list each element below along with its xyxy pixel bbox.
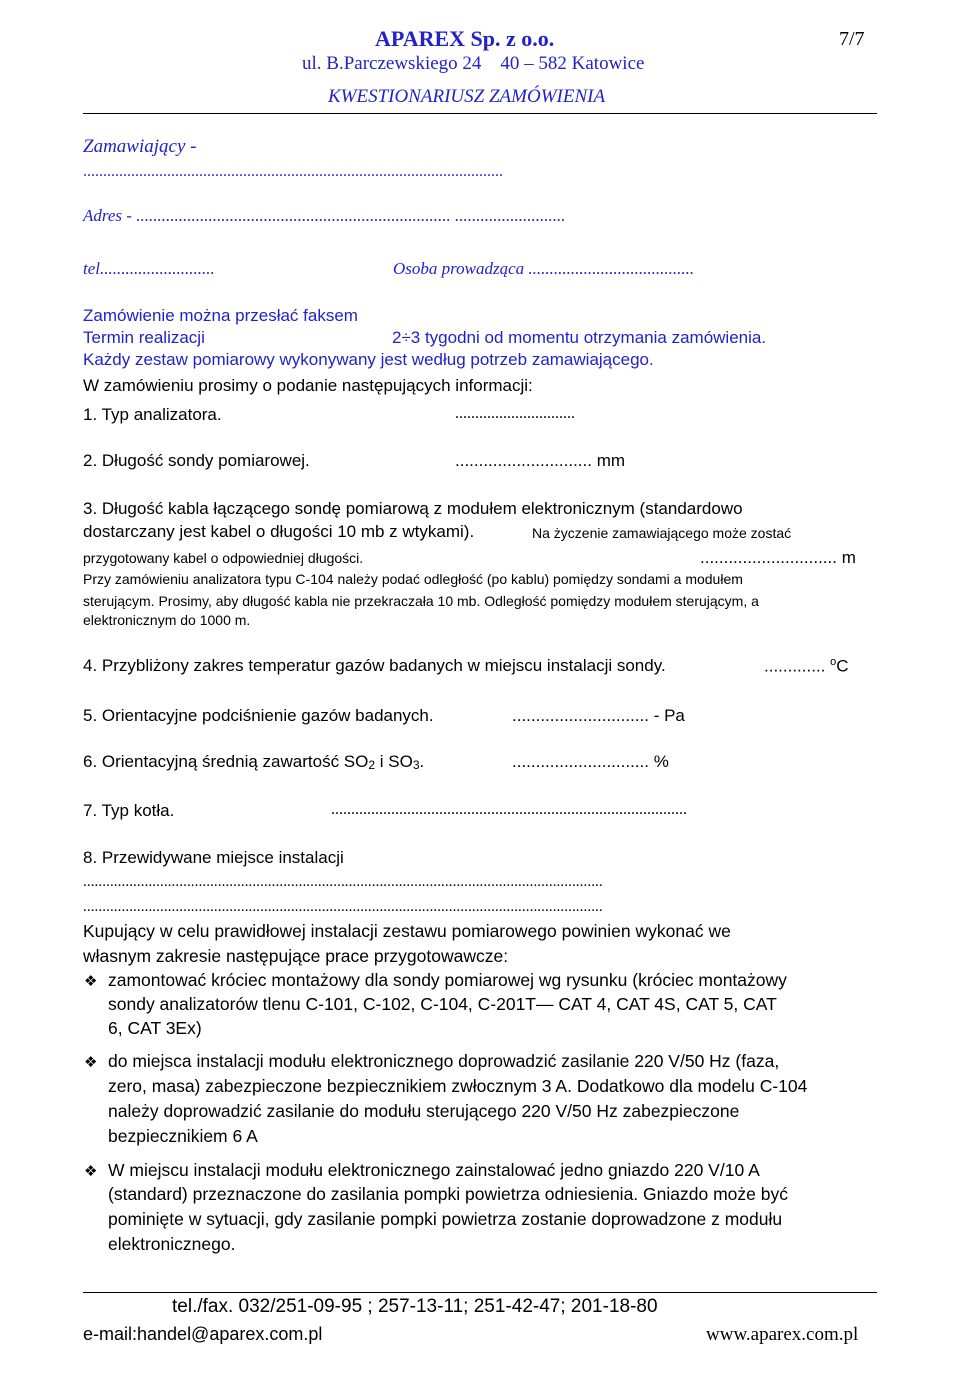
custom-note: Każdy zestaw pomiarowy wykonywany jest według potrzeb zamawiającego. [83, 350, 654, 369]
footer-phones: tel./fax. 032/251-09-95 ; 257-13-11; 251-42-47; 201-18-80 [172, 1296, 658, 1317]
item-4-degree: o [830, 656, 837, 668]
footer-website[interactable]: www.aparex.com.pl [706, 1324, 859, 1345]
bullet-1-line-2: sondy analizatorów tlenu C-101, C-102, C-104, C-201T— CAT 4, CAT 4S, CAT 5, CAT [108, 994, 777, 1014]
bullet-1-line-1: zamontować króciec montażowy dla sondy pomiarowej wg rysunku (króciec montażowy [108, 970, 787, 990]
item-6-text-c: . [419, 752, 425, 771]
item-1-value: .............................. [455, 405, 575, 422]
bullet-3-line-4: elektronicznego. [108, 1234, 236, 1254]
item-8-line-2: ....................................................................................................................................... [83, 899, 603, 915]
item-3-line-1: 3. Długość kabla łączącego sondę pomiarową z modułem elektronicznym (standardowo [83, 499, 743, 518]
item-6-label [83, 752, 424, 772]
term-label: Termin realizacji [83, 328, 205, 347]
bullet-icon: ❖ [84, 1053, 98, 1071]
item-4-label: 4. Przybliżony zakres temperatur gazów badanych w miejscu instalacji sondy. [83, 656, 666, 675]
item-7-label: 7. Typ kotła. [83, 801, 175, 820]
header-divider [83, 113, 877, 114]
footer-divider [83, 1292, 877, 1293]
item-6-text-b: i SO [375, 752, 413, 771]
item-2-label: 2. Długość sondy pomiarowej. [83, 451, 310, 470]
item-8-label: 8. Przewidywane miejsce instalacji [83, 848, 344, 867]
address-line: Adres - .......................................................................... .......................... [83, 206, 566, 225]
item-6-text-a: 6. Orientacyjną średnią zawartość SO [83, 752, 369, 771]
bullet-icon: ❖ [84, 972, 98, 990]
client-label: Zamawiający - [83, 136, 197, 157]
item-3-note-3: elektronicznym do 1000 m. [83, 612, 251, 628]
contact-person-line: Osoba prowadząca ....................................... [393, 259, 695, 278]
bullet-icon: ❖ [84, 1162, 98, 1180]
company-address: ul. B.Parczewskiego 24 40 – 582 Katowice [302, 53, 645, 74]
bullet-3-line-3: pominięte w sytuacji, gdy zasilanie pompki powietrza zostanie doprowadzone z modułu [108, 1209, 783, 1229]
client-line: ......................................................................................................... [83, 163, 503, 180]
item-3-note-1: Przy zamówieniu analizatora typu C-104 należy podać odległość (po kablu) pomiędzy sondami a modułem [83, 571, 743, 587]
request-note: W zamówieniu prosimy o podanie następujących informacji: [83, 376, 533, 395]
bullet-2-line-2: zero, masa) zabezpieczone bezpiecznikiem zwłocznym 3 A. Dodatkowo dla modelu C-104 [108, 1076, 808, 1096]
bullet-3-line-1: W miejscu instalacji modułu elektronicznego zainstalować jedno gniazdo 220 V/10 A [108, 1160, 760, 1180]
item-3-line-2: dostarczany jest kabel o długości 10 mb z wtykami). [83, 522, 475, 541]
item-8-line-1: ....................................................................................................................................... [83, 874, 603, 890]
item-6-value: ............................. % [512, 752, 669, 771]
item-5-label: 5. Orientacyjne podciśnienie gazów badanych. [83, 706, 434, 725]
item-5-value: ............................. - Pa [512, 706, 685, 725]
bullet-1-line-3: 6, CAT 3Ex) [108, 1018, 202, 1038]
item-4-dots: ............. [764, 656, 826, 676]
item-1-label: 1. Typ analizatora. [83, 405, 222, 424]
bullet-2-line-4: bezpiecznikiem 6 A [108, 1126, 258, 1146]
item-7-value: ......................................................................................... [331, 801, 687, 818]
term-value: 2÷3 tygodni od momentu otrzymania zamówienia. [392, 328, 767, 347]
bullet-3-line-2: (standard) przeznaczone do zasilania pompki powietrza odniesienia. Gniazdo może być [108, 1184, 788, 1204]
item-4-value [764, 656, 849, 677]
item-3-line-3: przygotowany kabel o odpowiedniej długości. [83, 550, 364, 566]
tel-line: tel........................... [83, 259, 215, 278]
fax-note: Zamówienie można przesłać faksem [83, 306, 358, 325]
bullet-2-line-3: należy doprowadzić zasilanie do modułu sterującego 220 V/50 Hz zabezpieczone [108, 1101, 740, 1121]
prep-intro-1: Kupujący w celu prawidłowej instalacji zestawu pomiarowego powinien wykonać we [83, 921, 731, 941]
form-title: KWESTIONARIUSZ ZAMÓWIENIA [328, 86, 606, 107]
footer-email[interactable]: e-mail:handel@aparex.com.pl [83, 1324, 323, 1344]
prep-intro-2: własnym zakresie następujące prace przygotowawcze: [83, 946, 509, 966]
item-3-value: ............................. m [700, 548, 856, 567]
item-3-line-2-small: Na życzenie zamawiającego może zostać [532, 525, 792, 541]
company-name: APAREX Sp. z o.o. [375, 26, 555, 51]
page-number: 7/7 [839, 28, 865, 50]
bullet-2-line-1: do miejsca instalacji modułu elektronicznego doprowadzić zasilanie 220 V/50 Hz (faza, [108, 1051, 780, 1071]
item-4-unit: C [836, 656, 849, 676]
item-2-value: ............................. mm [455, 451, 626, 470]
item-6-sub-2: 3 [412, 758, 420, 772]
item-6-sub-1: 2 [368, 758, 376, 772]
item-3-note-2: sterującym. Prosimy, aby długość kabla nie przekraczała 10 mb. Odległość pomiędzy modułem sterującym, a [83, 593, 759, 609]
